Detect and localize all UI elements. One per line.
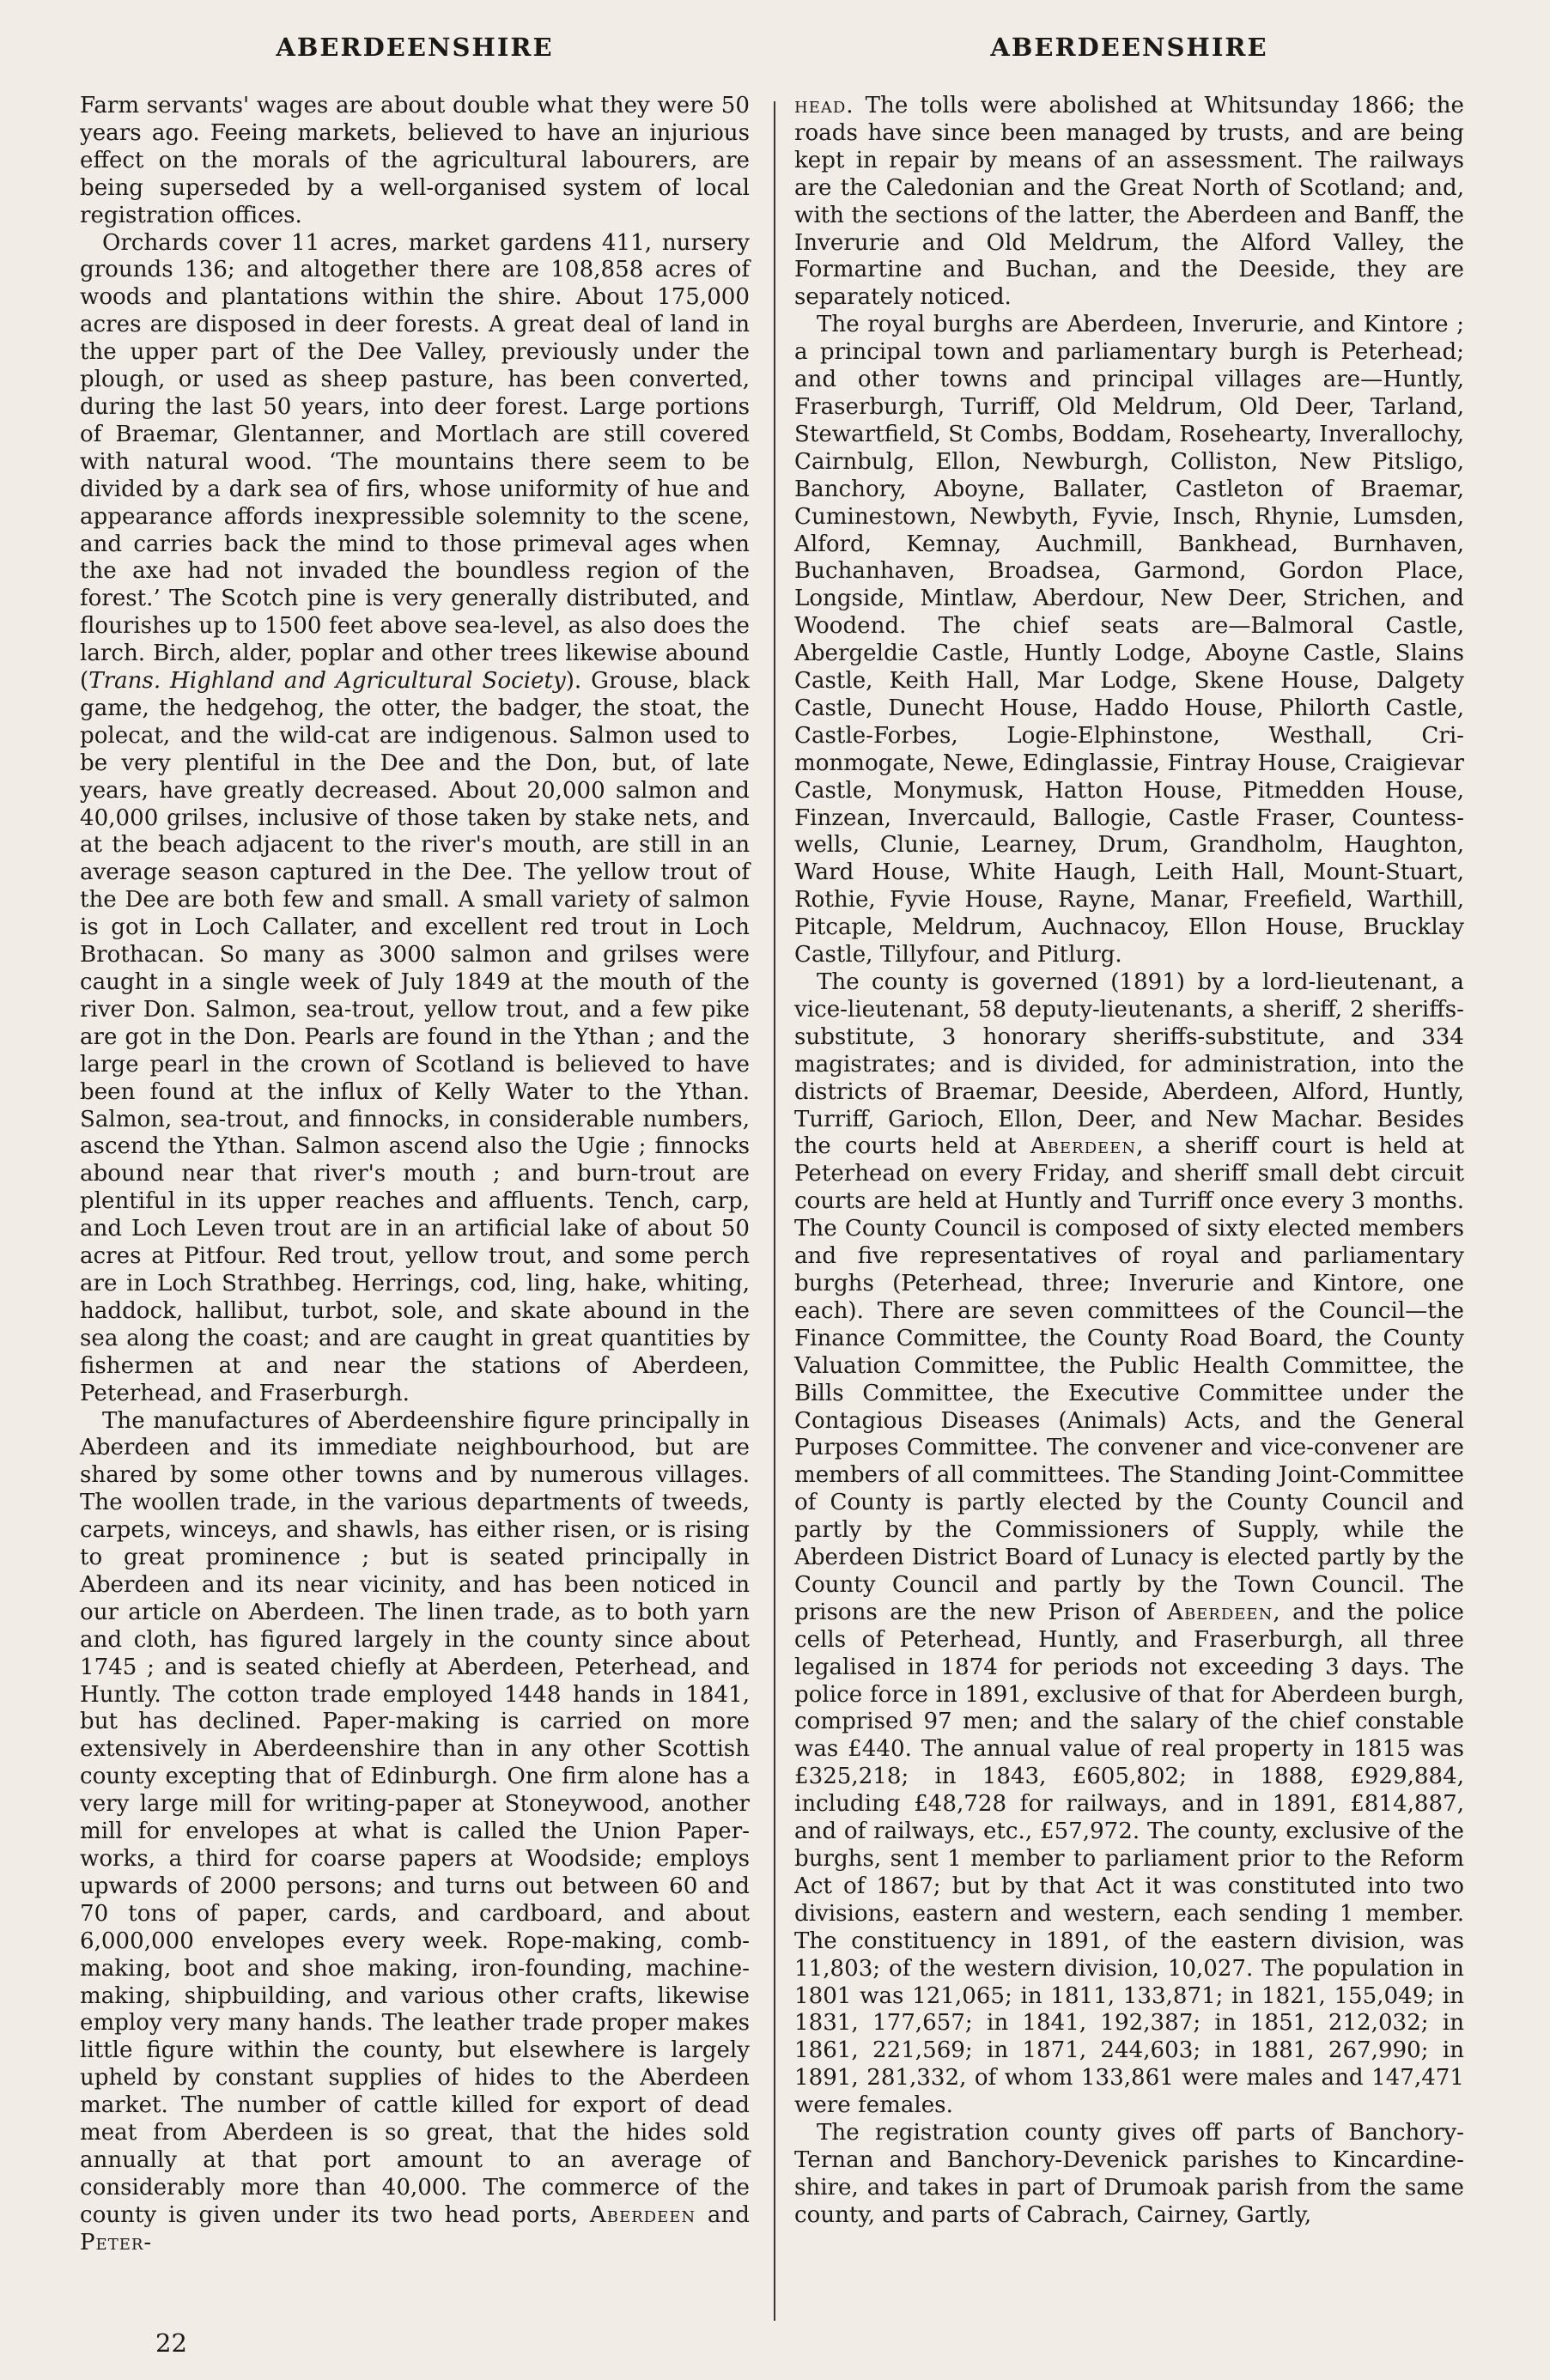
running-head-right: ABERDEENSHIRE [990, 33, 1268, 62]
paragraph-farm-wages: Farm servants' wages are about double what they were 50 years ago. Feeing markets, believed to have an injurious effect on the morals of the agricultural labourers, are being superseded by a well-organised system of local registration offices. [80, 93, 750, 228]
paragraph-text: Orchards cover 11 acres, market gardens 411, nursery grounds 136; and altogether there are 108,858 acres of woods and plantations within the shire. About 175,000 acres are disposed in deer forests. A great deal of land in the upper part of the Dee Valley, previously under the plough, or used as sheep pasture, has been converted, during the last 50 years, into deer forest. Large portions of Braemar, Glentanner, and Mortlach are still covered with natural wood. ‘The mountains there seem to be divided by a dark sea of firs, whose uniformity of hue and appearance affords inexpressible solemnity to the scene, and carries back the mind to those primeval ages when the axe had not invaded the boundless region of the forest.’ The Scotch pine is very generally distributed, and flourishes up to 1500 feet above sea-level, as also does the larch. Birch, alder, poplar and other trees likewise abound ( [80, 229, 750, 695]
right-column [794, 93, 1464, 2230]
paragraph-text: and [696, 2201, 750, 2228]
paragraph-text: The manufactures of Aberdeenshire figure principally in Aberdeen and its immediate neighbourhood, but are shared by some other towns and by numerous villages. The woollen trade, in the various departments of tweeds, carpets, winceys, and shawls, has either risen, or is rising to great prominence ; but is seated principally in Aberdeen and its near vicinity, and has been noticed in our article on Aberdeen. The linen trade, as to both yarn and cloth, has figured largely in the county since about 1745 ; and is seated chiefly at Aberdeen, Peterhead, and Huntly. The cotton trade employed 1448 hands in 1841, but has declined. Paper-making is carried on more extensively in Aberdeenshire than in any other Scottish county excepting that of Edinburgh. One firm alone has a very large mill for writing-paper at Stoneywood, another mill for envelopes at what is called the Union Paper-works, a third for coarse papers at Woodside; employs upwards of 2000 persons; and turns out between 60 and 70 tons of paper, cards, and cardboard, and about 6,000,000 envelopes every week. Rope-making, comb-making, boot and shoe making, iron-founding, machine-making, shipbuilding, and various other crafts, likewise employ very many hands. The leather trade proper makes little figure within the county, but elsewhere is largely upheld by constant supplies of hides to the Aberdeen market. The number of cattle killed for export of dead meat from Aberdeen is so great, that the hides sold annually at that port amount to an average of considerably more than 40,000. The commerce of the county is given under its two head ports, [80, 1407, 750, 2228]
paragraph-registration-county: The registration county gives off parts of Banchory-Ternan and Banchory-Devenick parishes to Kincardineshire, and takes in part of Drumoak parish from the same county, and parts of Cabrach, Cairney, Gartly, [794, 2120, 1464, 2228]
left-column [80, 93, 750, 2257]
paragraph-burghs-and-seats: The royal burghs are Aberdeen, Inverurie, and Kintore ; a principal town and parliamentary burgh is Peterhead; and other towns and principal villages are—Huntly, Fraserburgh, Turriff, Old Meldrum, Old Deer, Tarland, Stewartfield, St Combs, Boddam, Rosehearty, Inverallochy, Cairnbulg, Ellon, Newburgh, Colliston, New Pitsligo, Banchory, Aboyne, Ballater, Castleton of Braemar, Cuminestown, Newbyth, Fyvie, Insch, Rhynie, Lumsden, Alford, Kemnay, Auchmill, Bankhead, Burnhaven, Buchanhaven, Broadsea, Garmond, Gordon Place, Longside, Mintlaw, Aberdour, New Deer, Strichen, and Woodend. The chief seats are—Balmoral Castle, Abergeldie Castle, Huntly Lodge, Aboyne Castle, Slains Castle, Keith Hall, Mar Lodge, Skene House, Dalgety Castle, Dunecht House, Haddo House, Philorth Castle, Castle-Forbes, Logie-Elphinstone, Westhall, Crimonmogate, Newe, Edinglassie, Fintray House, Craigievar Castle, Monymusk, Hatton House, Pitmedden House, Finzean, Invercauld, Ballogie, Castle Fraser, Countesswells, Clunie, Learney, Drum, Grandholm, Haughton, Ward House, White Haugh, Leith Hall, Mount-Stuart, Rothie, Fyvie House, Rayne, Manar, Freefield, Warthill, Pitcaple, Meldrum, Auchnacoy, Ellon House, Brucklay Castle, Tillyfour, and Pitlurg. [794, 312, 1464, 968]
small-caps-reference: Aberdeen [1030, 1133, 1137, 1160]
paragraph-text: ). Grouse, black game, the hedgehog, the otter, the badger, the stoat, the polecat, and the wild-cat are indigenous. Salmon used to be very plentiful in the Dee and the Don, but, of late years, have greatly decreased. About 20,000 salmon and 40,000 grilses, inclusive of those taken by stake nets, and at the beach adjacent to the river's mouth, are still in an average season captured in the Dee. The yellow trout of the Dee are both few and small. A small variety of salmon is got in Loch Callater, and excellent red trout in Loch Brothacan. So many as 3000 salmon and grilses were caught in a single week of July 1849 at the mouth of the river Don. Salmon, sea-trout, yellow trout, and a few pike are got in the Don. Pearls are found in the Ythan ; and the large pearl in the crown of Scotland is believed to have been found at the influx of Kelly Water to the Ythan. Salmon, sea-trout, and finnocks, in considerable numbers, ascend the Ythan. Salmon ascend also the Ugie ; finnocks abound near that river's mouth ; and burn-trout are plentiful in its upper reaches and affluents. Tench, carp, and Loch Leven trout are in an artificial lake of about 50 acres at Pitfour. Red trout, yellow trout, and some perch are in Loch Strathbeg. Herrings, cod, ling, hake, whiting, haddock, hallibut, turbot, sole, and skate abound in the sea along the coast; and are caught in great quantities by fishermen at and near the stations of Aberdeen, Peterhead, and Fraserburgh. [80, 668, 750, 1406]
paragraph-government [794, 969, 1464, 2120]
column-divider [774, 101, 775, 2321]
paragraph-text: , and the police cells of Peterhead, Huntly, and Fraserburgh, all three legalised in 1874 for periods not exceeding 3 days. The police force in 1891, exclusive of that for Aberdeen burgh, comprised 97 men; and the salary of the chief constable was £440. The annual value of real property in 1815 was £325,218; in 1843, £605,802; in 1888, £929,884, including £48,728 for railways, and in 1891, £814,887, and of railways, etc., £57,972. The county, exclusive of the burghs, sent 1 member to parliament prior to the Reform Act of 1867; but by that Act it was constituted into two divisions, eastern and western, each sending 1 member. The constituency in 1891, of the eastern division, was 11,803; of the western division, 10,027. The population in 1801 was 121,065; in 1811, 133,871; in 1821, 155,049; in 1831, 177,657; in 1841, 192,387; in 1851, 212,032; in 1861, 221,569; in 1871, 244,603; in 1881, 267,990; in 1891, 281,332, of whom 133,861 were males and 147,471 were females. [794, 1599, 1464, 2119]
paragraph-text: The county is governed (1891) by a lord-lieutenant, a vice-lieutenant, 58 deputy-lieutenants, a sheriff, 2 sheriffs-substitute, 3 honorary sheriffs-substitute, and 334 magistrates; and is divided, for administration, into the districts of Braemar, Deeside, Aberdeen, Alford, Huntly, Turriff, Garioch, Ellon, Deer, and New Machar. Besides the courts held at [794, 969, 1464, 1160]
running-head-left: ABERDEENSHIRE [276, 33, 554, 62]
paragraph-woods-and-fisheries [80, 230, 750, 1408]
page-number: 22 [155, 2328, 187, 2358]
small-caps-reference: Aberdeen [589, 2201, 696, 2228]
small-caps-reference: Peter- [80, 2229, 153, 2256]
italic-citation: Trans. Highland and Agricultural Society [88, 668, 566, 695]
paragraph-roads-railways [794, 93, 1464, 312]
small-caps-reference: head [794, 93, 847, 118]
paragraph-manufactures [80, 1408, 750, 2257]
paragraph-text: . The tolls were abolished at Whitsunday 1866; the roads have since been managed by trusts, and are being kept in repair by means of an assessment. The railways are the Caledonian and the Great North of Scotland; and, with the sections of the latter, the Aberdeen and Banff, the Inverurie and Old Meldrum, the Alford Valley, the Formartine and Buchan, and the Deeside, they are separately noticed. [794, 93, 1464, 311]
paragraph-text: , a sheriff court is held at Peterhead on every Friday, and sheriff small debt circuit courts are held at Huntly and Turriff once every 3 months. The County Council is composed of sixty elected members and five representatives of royal and parliamentary burghs (Peterhead, three; Inverurie and Kintore, one each). There are seven committees of the Council—the Finance Committee, the County Road Board, the County Valuation Committee, the Public Health Committee, the Bills Committee, the Executive Committee under the Contagious Diseases (Animals) Acts, and the General Purposes Committee. The convener and vice-convener are members of all committees. The Standing Joint-Committee of County is partly elected by the County Council and partly by the Commissioners of Supply, while the Aberdeen District Board of Lunacy is elected partly by the County Council and partly by the Town Council. The prisons are the new Prison of [794, 1133, 1465, 1625]
small-caps-reference: Aberdeen [1167, 1599, 1273, 1625]
